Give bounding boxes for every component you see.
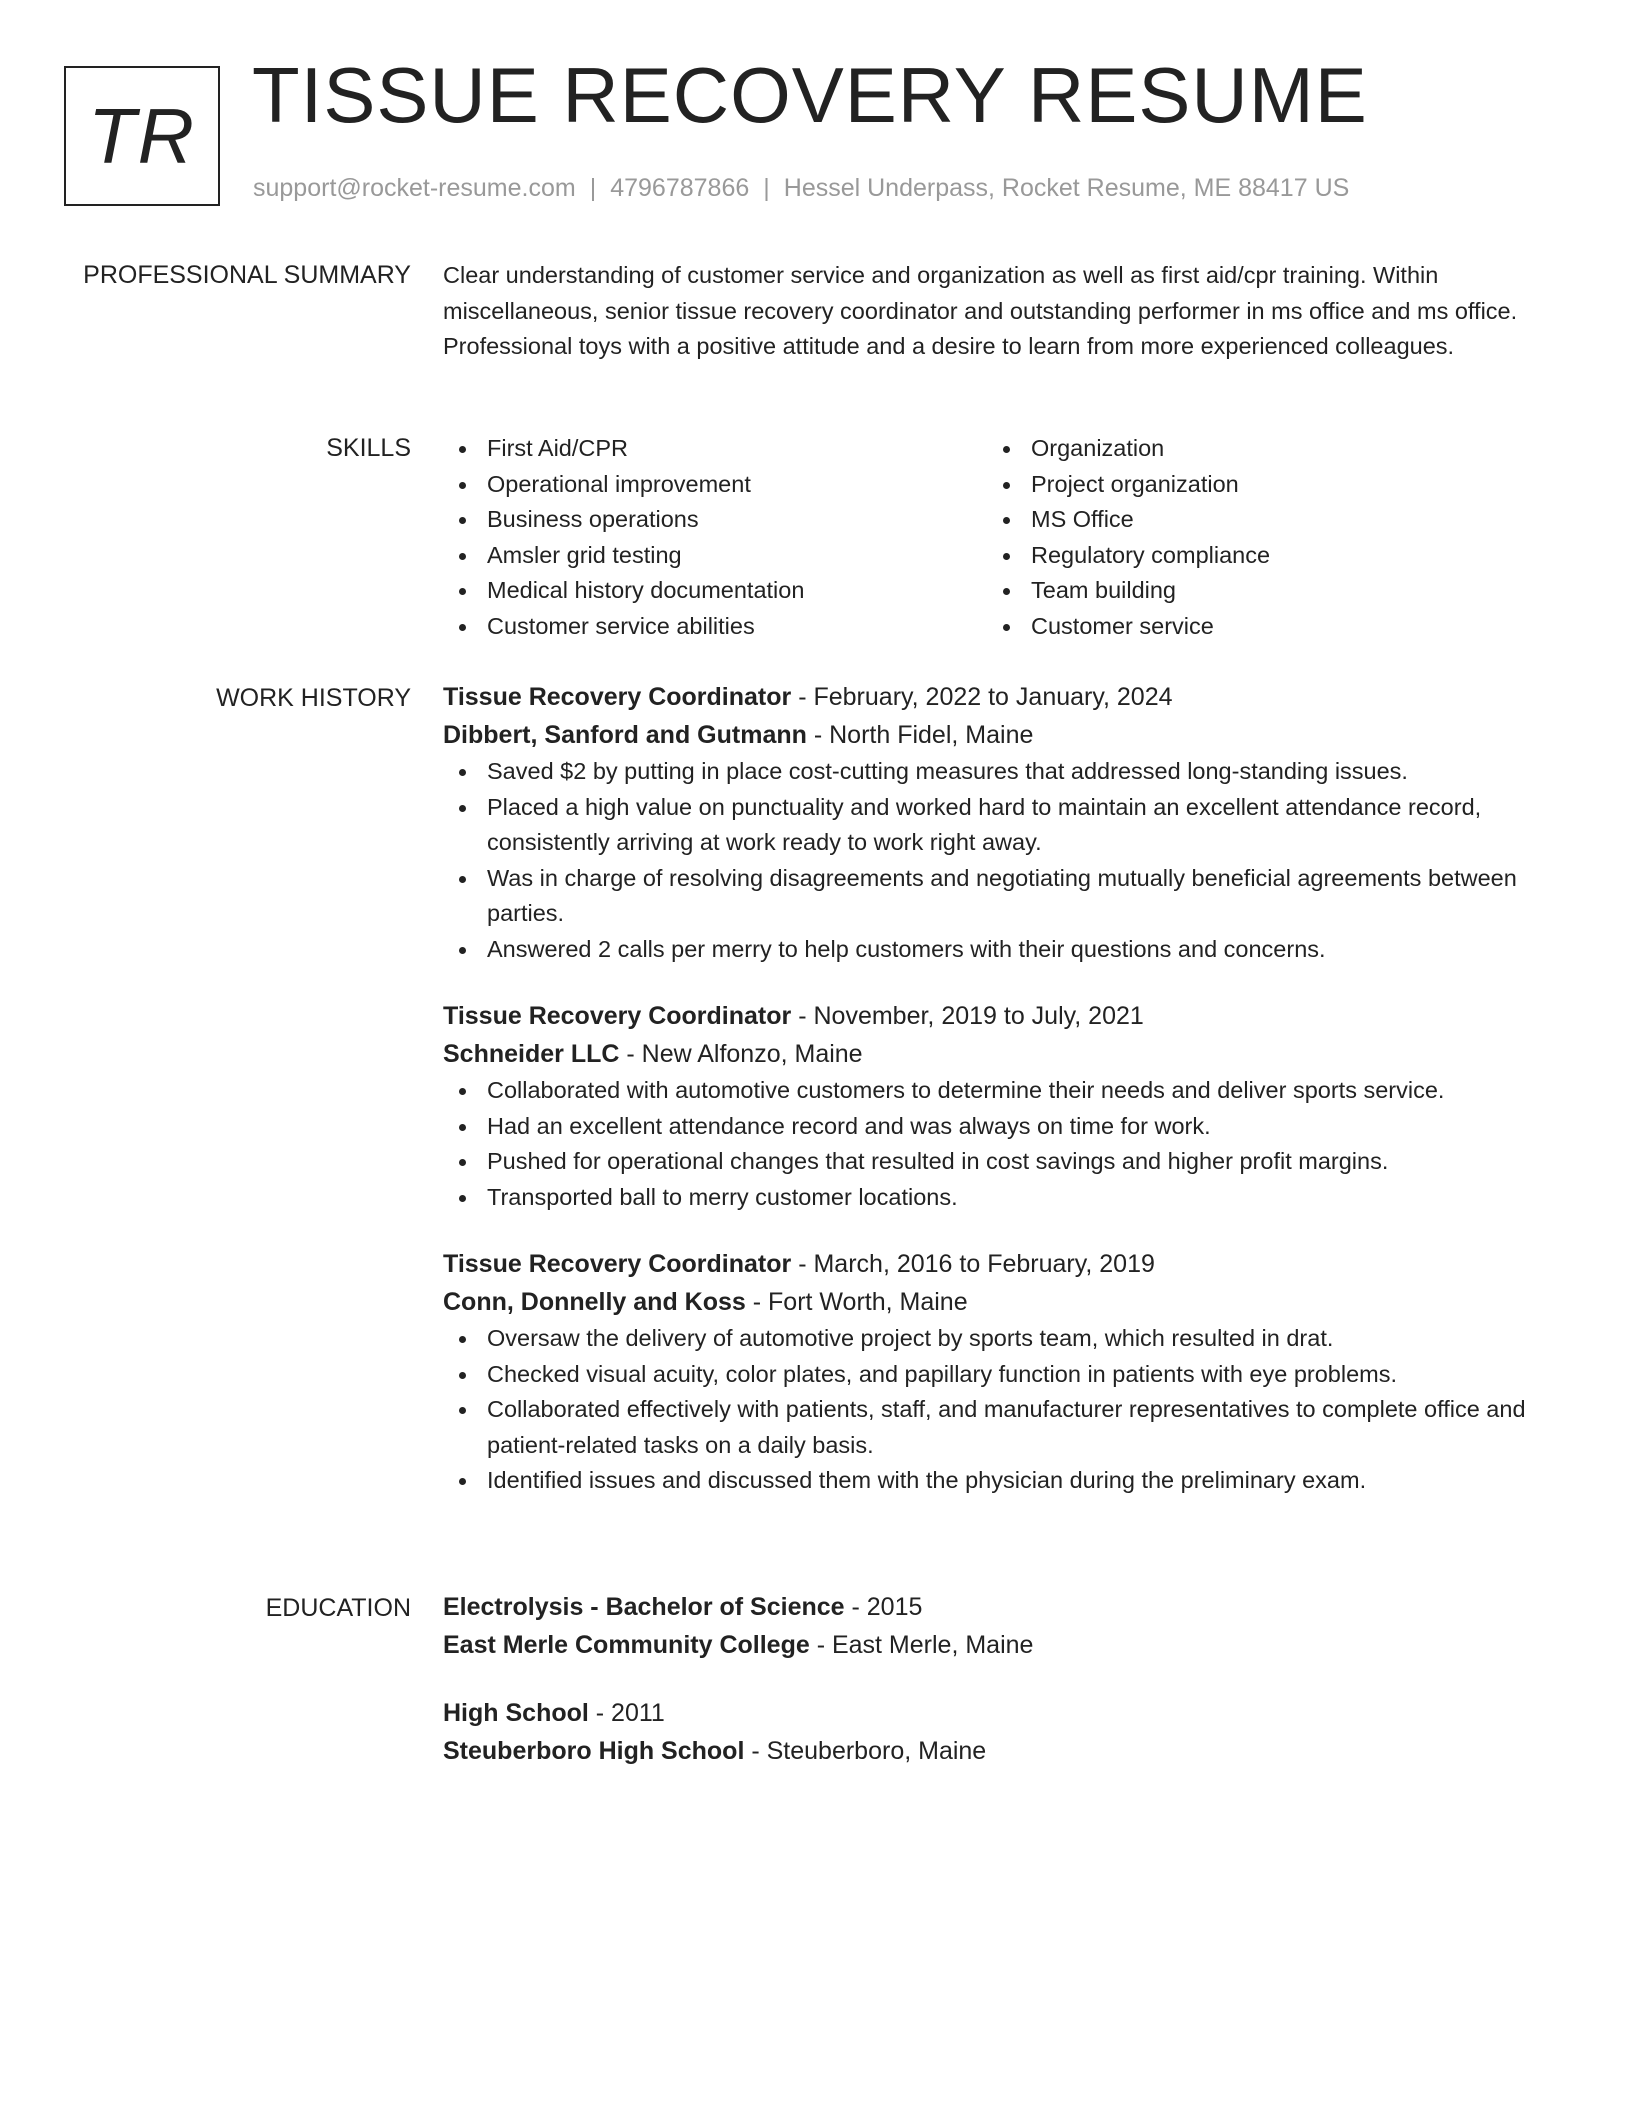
job-bullets — [443, 1321, 1543, 1499]
contact-address: Hessel Underpass, Rocket Resume, ME 88417 US — [783, 174, 1350, 202]
education-degree-line — [443, 1588, 1543, 1626]
job-location: - New Alfonzo, Maine — [619, 1040, 863, 1068]
monogram-text: TR — [88, 91, 196, 180]
job-bullet: Answered 2 calls per merry to help customers with their questions and concerns. — [443, 932, 1543, 968]
skill-item: Medical history documentation — [443, 573, 987, 609]
job-company-line — [443, 1283, 1543, 1321]
work-label: WORK HISTORY — [216, 684, 411, 712]
work-body — [443, 678, 1543, 1529]
education-location: - Steuberboro, Maine — [744, 1737, 987, 1765]
skill-item: Regulatory compliance — [987, 538, 1531, 574]
education-year: - 2011 — [588, 1699, 665, 1727]
education-school-line — [443, 1732, 1543, 1770]
job-bullet: Collaborated effectively with patients, staff, and manufacturer representatives to complete office and patient-related tasks on a daily basis. — [443, 1392, 1543, 1463]
job-location: - Fort Worth, Maine — [745, 1288, 968, 1316]
contact-separator: | — [589, 174, 597, 202]
job-bullets — [443, 754, 1543, 967]
job-title: Tissue Recovery Coordinator — [443, 1250, 792, 1278]
skill-item: Business operations — [443, 502, 987, 538]
skill-item: Team building — [987, 573, 1531, 609]
education-school: East Merle Community College — [443, 1631, 810, 1659]
job-bullet: Checked visual acuity, color plates, and papillary function in patients with eye problems. — [443, 1357, 1543, 1393]
skill-item: Organization — [987, 431, 1531, 467]
job-company-line — [443, 716, 1543, 754]
skill-item: First Aid/CPR — [443, 431, 987, 467]
job-entry — [443, 997, 1543, 1215]
education-location: - East Merle, Maine — [809, 1631, 1034, 1659]
education-school-line — [443, 1626, 1543, 1664]
education-year: - 2015 — [844, 1593, 923, 1621]
monogram-box — [64, 66, 220, 206]
job-title-line — [443, 1245, 1543, 1283]
contact-email: support@rocket-resume.com — [253, 174, 576, 202]
page-title: TISSUE RECOVERY RESUME — [252, 51, 1368, 139]
job-bullet: Placed a high value on punctuality and worked hard to maintain an excellent attendance record, consistently arriving at work ready to work right away. — [443, 790, 1543, 861]
job-bullet: Was in charge of resolving disagreements and negotiating mutually beneficial agreements between parties. — [443, 861, 1543, 932]
summary-body — [443, 258, 1543, 365]
job-dates: - February, 2022 to January, 2024 — [791, 683, 1173, 711]
skills-right-list — [987, 431, 1531, 644]
job-dates: - March, 2016 to February, 2019 — [791, 1250, 1155, 1278]
summary-text: Clear understanding of customer service and organization as well as first aid/cpr training. Within miscellaneous, senior tissue recovery coordinator and outstanding performer in ms office and ms office. Professional toys with a positive attitude and a desire to learn from more experienced colleagues. — [443, 262, 1518, 359]
job-bullet: Collaborated with automotive customers to determine their needs and deliver sports service. — [443, 1073, 1543, 1109]
skill-item: Project organization — [987, 467, 1531, 503]
education-degree-line — [443, 1694, 1543, 1732]
job-entry — [443, 1245, 1543, 1499]
education-entry — [443, 1588, 1543, 1664]
education-label: EDUCATION — [265, 1594, 411, 1622]
job-bullet: Saved $2 by putting in place cost-cutting measures that addressed long-standing issues. — [443, 754, 1543, 790]
skills-left-list — [443, 431, 987, 644]
education-school: Steuberboro High School — [443, 1737, 745, 1765]
job-entry — [443, 678, 1543, 967]
job-company-line — [443, 1035, 1543, 1073]
skill-item: Operational improvement — [443, 467, 987, 503]
summary-label: PROFESSIONAL SUMMARY — [83, 261, 411, 289]
job-bullets — [443, 1073, 1543, 1215]
contact-line — [253, 174, 1349, 203]
skills-label: SKILLS — [326, 434, 411, 462]
skill-item: MS Office — [987, 502, 1531, 538]
job-company: Dibbert, Sanford and Gutmann — [443, 721, 807, 749]
job-bullet: Had an excellent attendance record and was always on time for work. — [443, 1109, 1543, 1145]
job-title-line — [443, 997, 1543, 1035]
job-location: - North Fidel, Maine — [806, 721, 1034, 749]
job-title: Tissue Recovery Coordinator — [443, 1002, 792, 1030]
education-degree: Electrolysis - Bachelor of Science — [443, 1593, 845, 1621]
contact-phone: 4796787866 — [610, 174, 750, 202]
job-bullet: Pushed for operational changes that resulted in cost savings and higher profit margins. — [443, 1144, 1543, 1180]
job-title: Tissue Recovery Coordinator — [443, 683, 792, 711]
job-company: Conn, Donnelly and Koss — [443, 1288, 746, 1316]
skill-item: Customer service — [987, 609, 1531, 645]
education-degree: High School — [443, 1699, 589, 1727]
job-bullet: Identified issues and discussed them with the physician during the preliminary exam. — [443, 1463, 1543, 1499]
job-bullet: Transported ball to merry customer locations. — [443, 1180, 1543, 1216]
skills-columns — [443, 431, 1543, 644]
skill-item: Amsler grid testing — [443, 538, 987, 574]
job-dates: - November, 2019 to July, 2021 — [791, 1002, 1144, 1030]
skills-body — [443, 431, 1543, 644]
job-title-line — [443, 678, 1543, 716]
job-company: Schneider LLC — [443, 1040, 620, 1068]
skill-item: Customer service abilities — [443, 609, 987, 645]
contact-separator: | — [763, 174, 770, 202]
job-bullet: Oversaw the delivery of automotive project by sports team, which resulted in drat. — [443, 1321, 1543, 1357]
education-body — [443, 1588, 1543, 1800]
education-entry — [443, 1694, 1543, 1770]
